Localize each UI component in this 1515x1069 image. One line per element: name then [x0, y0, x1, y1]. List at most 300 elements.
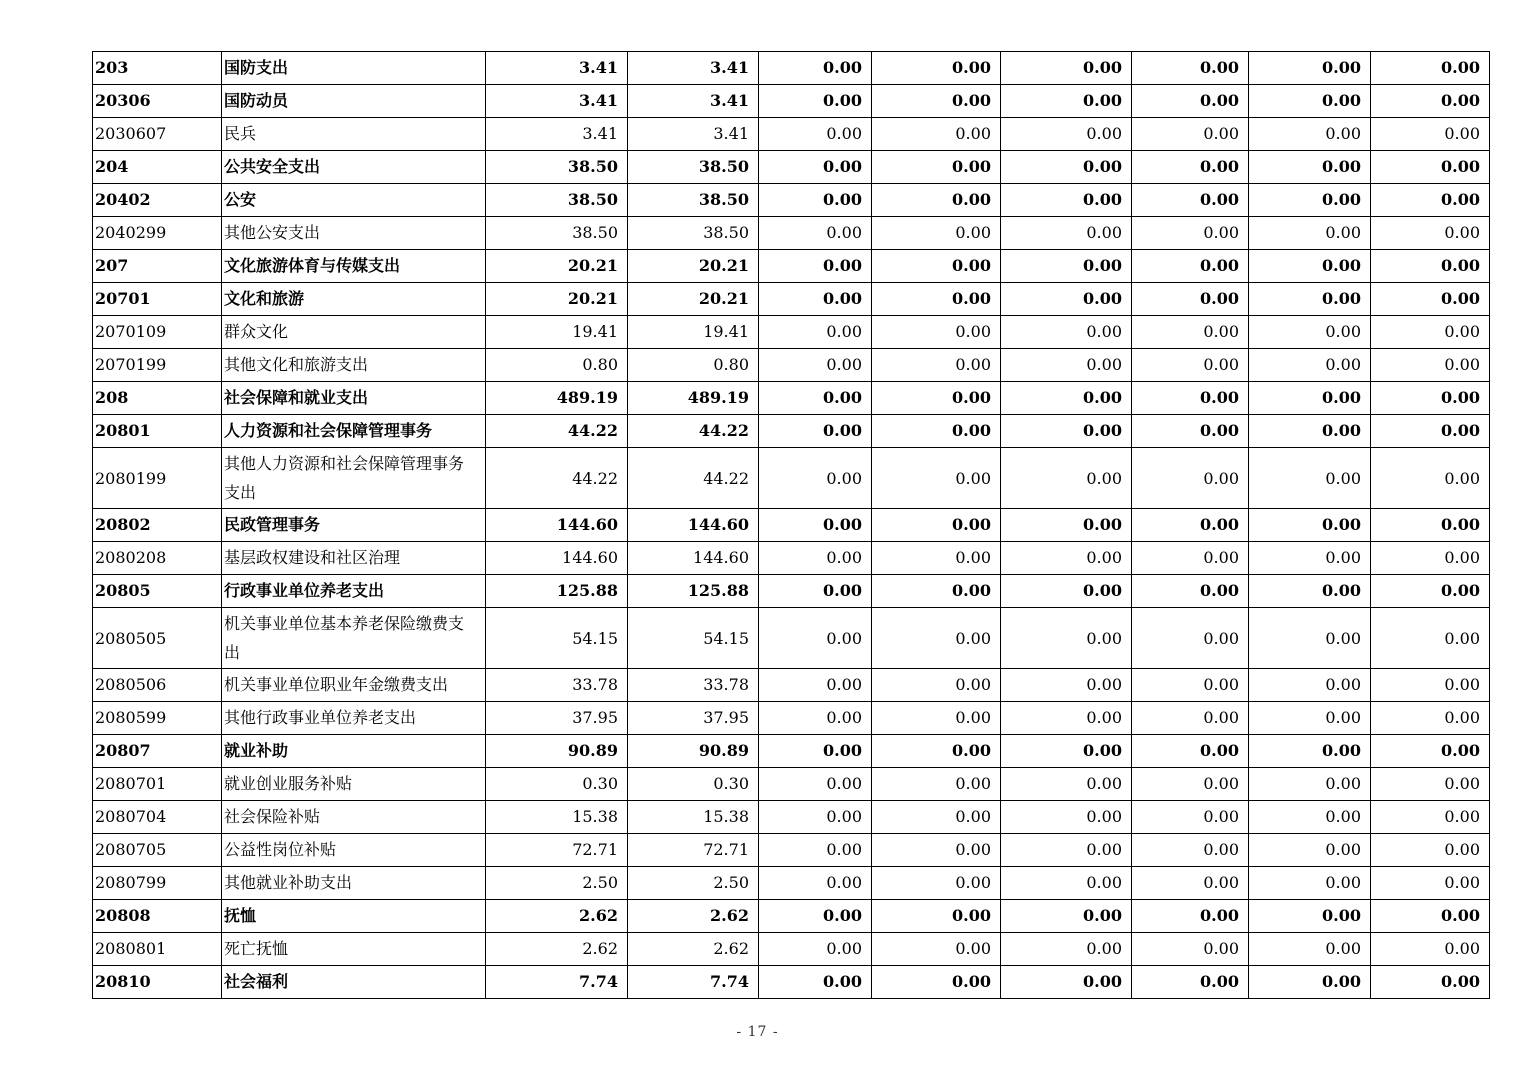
amount-cell: 0.00 — [872, 52, 1001, 85]
subject-name-cell: 民兵 — [222, 118, 486, 151]
amount-cell: 0.00 — [1249, 382, 1371, 415]
subject-code-cell: 20801 — [93, 415, 222, 448]
amount-cell: 2.62 — [486, 900, 628, 933]
amount-cell: 0.00 — [759, 283, 872, 316]
amount-cell: 0.00 — [872, 448, 1001, 509]
subject-code-cell: 207 — [93, 250, 222, 283]
amount-cell: 0.00 — [1132, 669, 1249, 702]
subject-name-cell: 民政管理事务 — [222, 509, 486, 542]
amount-cell: 489.19 — [628, 382, 759, 415]
amount-cell: 0.00 — [1132, 867, 1249, 900]
amount-cell: 0.00 — [1371, 702, 1490, 735]
amount-cell: 0.00 — [872, 283, 1001, 316]
subject-code-cell: 208 — [93, 382, 222, 415]
amount-cell: 0.00 — [872, 415, 1001, 448]
table-row — [93, 575, 1490, 608]
amount-cell: 0.00 — [1371, 217, 1490, 250]
amount-cell: 0.00 — [1132, 900, 1249, 933]
amount-cell: 20.21 — [486, 283, 628, 316]
table-row — [93, 735, 1490, 768]
amount-cell: 0.00 — [1132, 509, 1249, 542]
amount-cell: 0.00 — [1371, 151, 1490, 184]
amount-cell: 37.95 — [628, 702, 759, 735]
amount-cell: 0.00 — [1132, 382, 1249, 415]
amount-cell: 0.00 — [1371, 250, 1490, 283]
subject-code-cell: 2070199 — [93, 349, 222, 382]
subject-name-cell: 其他行政事业单位养老支出 — [222, 702, 486, 735]
amount-cell: 0.00 — [872, 966, 1001, 999]
page-number: - 17 - — [736, 1024, 779, 1040]
table-row — [93, 217, 1490, 250]
amount-cell: 54.15 — [628, 608, 759, 669]
amount-cell: 90.89 — [628, 735, 759, 768]
amount-cell: 0.00 — [759, 118, 872, 151]
subject-name-cell: 其他人力资源和社会保障管理事务支出 — [222, 448, 486, 509]
amount-cell: 0.00 — [759, 933, 872, 966]
table-row — [93, 448, 1490, 509]
table-row — [93, 382, 1490, 415]
amount-cell: 37.95 — [486, 702, 628, 735]
subject-code-cell: 20802 — [93, 509, 222, 542]
amount-cell: 0.00 — [1132, 542, 1249, 575]
amount-cell: 0.00 — [1132, 834, 1249, 867]
amount-cell: 0.00 — [1249, 768, 1371, 801]
amount-cell: 0.00 — [1132, 151, 1249, 184]
subject-code-cell: 20807 — [93, 735, 222, 768]
amount-cell: 0.00 — [872, 349, 1001, 382]
amount-cell: 33.78 — [486, 669, 628, 702]
amount-cell: 0.00 — [1001, 768, 1132, 801]
amount-cell: 0.00 — [872, 118, 1001, 151]
amount-cell: 0.00 — [1132, 415, 1249, 448]
amount-cell: 0.00 — [1249, 415, 1371, 448]
amount-cell: 0.00 — [1371, 900, 1490, 933]
amount-cell: 0.00 — [1001, 151, 1132, 184]
table-row — [93, 801, 1490, 834]
amount-cell: 38.50 — [486, 217, 628, 250]
amount-cell: 0.00 — [1249, 184, 1371, 217]
amount-cell: 0.00 — [1371, 509, 1490, 542]
subject-name-cell: 其他就业补助支出 — [222, 867, 486, 900]
table-row — [93, 250, 1490, 283]
amount-cell: 0.00 — [1249, 702, 1371, 735]
amount-cell: 2.50 — [628, 867, 759, 900]
table-row — [93, 966, 1490, 999]
amount-cell: 0.00 — [1249, 933, 1371, 966]
amount-cell: 0.00 — [1001, 669, 1132, 702]
amount-cell: 0.00 — [1001, 900, 1132, 933]
amount-cell: 0.00 — [1132, 283, 1249, 316]
amount-cell: 0.00 — [1249, 448, 1371, 509]
amount-cell: 38.50 — [486, 184, 628, 217]
amount-cell: 0.00 — [1249, 575, 1371, 608]
amount-cell: 144.60 — [486, 542, 628, 575]
amount-cell: 0.00 — [1001, 85, 1132, 118]
amount-cell: 0.00 — [759, 702, 872, 735]
amount-cell: 0.00 — [1371, 184, 1490, 217]
amount-cell: 0.00 — [1132, 768, 1249, 801]
subject-name-cell: 机关事业单位职业年金缴费支出 — [222, 669, 486, 702]
amount-cell: 0.00 — [1001, 608, 1132, 669]
amount-cell: 0.00 — [1371, 801, 1490, 834]
amount-cell: 0.00 — [1249, 834, 1371, 867]
amount-cell: 0.00 — [1371, 316, 1490, 349]
amount-cell: 0.00 — [1249, 801, 1371, 834]
amount-cell: 0.00 — [1132, 52, 1249, 85]
amount-cell: 0.00 — [1249, 316, 1371, 349]
subject-code-cell: 20306 — [93, 85, 222, 118]
amount-cell: 0.00 — [1132, 85, 1249, 118]
subject-code-cell: 20810 — [93, 966, 222, 999]
subject-name-cell: 死亡抚恤 — [222, 933, 486, 966]
subject-name-cell: 社会保障和就业支出 — [222, 382, 486, 415]
amount-cell: 0.00 — [1001, 867, 1132, 900]
amount-cell: 0.00 — [759, 217, 872, 250]
amount-cell: 0.80 — [628, 349, 759, 382]
amount-cell: 0.00 — [759, 542, 872, 575]
amount-cell: 0.00 — [1249, 349, 1371, 382]
amount-cell: 0.00 — [1132, 448, 1249, 509]
amount-cell: 0.00 — [872, 801, 1001, 834]
amount-cell: 144.60 — [628, 542, 759, 575]
table-row — [93, 933, 1490, 966]
table-row — [93, 85, 1490, 118]
subject-code-cell: 2080799 — [93, 867, 222, 900]
amount-cell: 0.00 — [1132, 316, 1249, 349]
table-row — [93, 118, 1490, 151]
amount-cell: 0.00 — [1001, 283, 1132, 316]
amount-cell: 0.00 — [1371, 349, 1490, 382]
amount-cell: 0.00 — [872, 184, 1001, 217]
amount-cell: 38.50 — [486, 151, 628, 184]
amount-cell: 0.00 — [1132, 217, 1249, 250]
amount-cell: 0.00 — [872, 608, 1001, 669]
subject-name-cell: 社会福利 — [222, 966, 486, 999]
amount-cell: 0.00 — [1249, 900, 1371, 933]
amount-cell: 0.00 — [759, 52, 872, 85]
amount-cell: 0.00 — [759, 669, 872, 702]
amount-cell: 0.00 — [759, 575, 872, 608]
amount-cell: 44.22 — [486, 415, 628, 448]
subject-name-cell: 公益性岗位补贴 — [222, 834, 486, 867]
amount-cell: 0.00 — [1001, 382, 1132, 415]
amount-cell: 0.00 — [1001, 542, 1132, 575]
amount-cell: 72.71 — [486, 834, 628, 867]
amount-cell: 0.00 — [759, 151, 872, 184]
amount-cell: 0.00 — [1001, 349, 1132, 382]
amount-cell: 0.00 — [1249, 118, 1371, 151]
subject-name-cell: 社会保险补贴 — [222, 801, 486, 834]
amount-cell: 0.00 — [872, 900, 1001, 933]
amount-cell: 0.00 — [1371, 768, 1490, 801]
amount-cell: 3.41 — [486, 118, 628, 151]
amount-cell: 0.30 — [486, 768, 628, 801]
table-body — [93, 52, 1490, 999]
table-row — [93, 52, 1490, 85]
amount-cell: 0.00 — [1371, 542, 1490, 575]
amount-cell: 0.00 — [872, 834, 1001, 867]
amount-cell: 0.00 — [1249, 867, 1371, 900]
amount-cell: 72.71 — [628, 834, 759, 867]
amount-cell: 3.41 — [486, 52, 628, 85]
amount-cell: 0.00 — [759, 415, 872, 448]
amount-cell: 0.00 — [1249, 542, 1371, 575]
amount-cell: 0.00 — [1371, 85, 1490, 118]
amount-cell: 0.00 — [872, 542, 1001, 575]
amount-cell: 0.00 — [1001, 316, 1132, 349]
amount-cell: 0.00 — [759, 768, 872, 801]
amount-cell: 38.50 — [628, 151, 759, 184]
subject-name-cell: 国防动员 — [222, 85, 486, 118]
amount-cell: 0.00 — [1132, 250, 1249, 283]
amount-cell: 44.22 — [486, 448, 628, 509]
amount-cell: 0.00 — [1371, 415, 1490, 448]
amount-cell: 0.00 — [759, 85, 872, 118]
subject-name-cell: 其他公安支出 — [222, 217, 486, 250]
amount-cell: 0.00 — [1371, 382, 1490, 415]
amount-cell: 44.22 — [628, 415, 759, 448]
subject-code-cell: 2080505 — [93, 608, 222, 669]
amount-cell: 0.00 — [1132, 801, 1249, 834]
amount-cell: 33.78 — [628, 669, 759, 702]
amount-cell: 0.00 — [1371, 933, 1490, 966]
amount-cell: 0.00 — [1249, 669, 1371, 702]
subject-code-cell: 20402 — [93, 184, 222, 217]
amount-cell: 0.00 — [1249, 151, 1371, 184]
amount-cell: 0.00 — [872, 85, 1001, 118]
amount-cell: 0.00 — [1001, 575, 1132, 608]
amount-cell: 20.21 — [486, 250, 628, 283]
amount-cell: 0.00 — [1132, 349, 1249, 382]
amount-cell: 0.80 — [486, 349, 628, 382]
amount-cell: 489.19 — [486, 382, 628, 415]
subject-code-cell: 2080208 — [93, 542, 222, 575]
amount-cell: 0.00 — [1132, 575, 1249, 608]
amount-cell: 0.00 — [1371, 735, 1490, 768]
amount-cell: 0.00 — [1001, 834, 1132, 867]
amount-cell: 144.60 — [628, 509, 759, 542]
amount-cell: 0.00 — [1249, 735, 1371, 768]
amount-cell: 0.00 — [1132, 735, 1249, 768]
amount-cell: 0.00 — [1132, 933, 1249, 966]
amount-cell: 0.00 — [872, 316, 1001, 349]
amount-cell: 2.62 — [628, 933, 759, 966]
amount-cell: 0.00 — [1371, 966, 1490, 999]
budget-table — [92, 51, 1490, 999]
table-row — [93, 415, 1490, 448]
amount-cell: 0.00 — [1249, 85, 1371, 118]
amount-cell: 0.00 — [759, 184, 872, 217]
amount-cell: 0.00 — [1132, 966, 1249, 999]
subject-code-cell: 2080704 — [93, 801, 222, 834]
subject-code-cell: 20701 — [93, 283, 222, 316]
amount-cell: 0.00 — [1001, 52, 1132, 85]
subject-code-cell: 2080599 — [93, 702, 222, 735]
subject-code-cell: 203 — [93, 52, 222, 85]
subject-name-cell: 就业补助 — [222, 735, 486, 768]
amount-cell: 0.00 — [1001, 966, 1132, 999]
amount-cell: 0.00 — [1249, 608, 1371, 669]
amount-cell: 0.00 — [1001, 702, 1132, 735]
amount-cell: 38.50 — [628, 217, 759, 250]
amount-cell: 0.00 — [1371, 52, 1490, 85]
table-row — [93, 834, 1490, 867]
amount-cell: 0.00 — [1249, 966, 1371, 999]
subject-code-cell: 2080506 — [93, 669, 222, 702]
table-row — [93, 608, 1490, 669]
amount-cell: 0.00 — [872, 933, 1001, 966]
subject-name-cell: 就业创业服务补贴 — [222, 768, 486, 801]
amount-cell: 0.00 — [759, 349, 872, 382]
amount-cell: 0.00 — [1132, 118, 1249, 151]
amount-cell: 0.00 — [759, 801, 872, 834]
amount-cell: 0.00 — [872, 867, 1001, 900]
amount-cell: 0.00 — [872, 702, 1001, 735]
subject-name-cell: 其他文化和旅游支出 — [222, 349, 486, 382]
amount-cell: 2.62 — [628, 900, 759, 933]
amount-cell: 0.00 — [872, 509, 1001, 542]
amount-cell: 0.00 — [1371, 283, 1490, 316]
amount-cell: 2.62 — [486, 933, 628, 966]
amount-cell: 0.00 — [1132, 184, 1249, 217]
subject-code-cell: 204 — [93, 151, 222, 184]
table-row — [93, 349, 1490, 382]
amount-cell: 0.00 — [1132, 608, 1249, 669]
subject-code-cell: 20805 — [93, 575, 222, 608]
amount-cell: 0.30 — [628, 768, 759, 801]
amount-cell: 0.00 — [1001, 801, 1132, 834]
subject-name-cell: 群众文化 — [222, 316, 486, 349]
amount-cell: 0.00 — [872, 768, 1001, 801]
amount-cell: 0.00 — [1001, 250, 1132, 283]
amount-cell: 7.74 — [628, 966, 759, 999]
subject-name-cell: 国防支出 — [222, 52, 486, 85]
amount-cell: 0.00 — [759, 250, 872, 283]
subject-name-cell: 抚恤 — [222, 900, 486, 933]
amount-cell: 0.00 — [1249, 509, 1371, 542]
amount-cell: 0.00 — [759, 867, 872, 900]
table-row — [93, 316, 1490, 349]
amount-cell: 0.00 — [759, 608, 872, 669]
amount-cell: 0.00 — [872, 575, 1001, 608]
amount-cell: 0.00 — [1249, 283, 1371, 316]
subject-code-cell: 2080199 — [93, 448, 222, 509]
amount-cell: 0.00 — [759, 316, 872, 349]
amount-cell: 0.00 — [1001, 184, 1132, 217]
amount-cell: 0.00 — [1371, 118, 1490, 151]
amount-cell: 2.50 — [486, 867, 628, 900]
table-row — [93, 542, 1490, 575]
amount-cell: 0.00 — [1132, 702, 1249, 735]
amount-cell: 15.38 — [486, 801, 628, 834]
table-row — [93, 509, 1490, 542]
amount-cell: 90.89 — [486, 735, 628, 768]
subject-name-cell: 基层政权建设和社区治理 — [222, 542, 486, 575]
amount-cell: 125.88 — [628, 575, 759, 608]
amount-cell: 0.00 — [1371, 448, 1490, 509]
subject-name-cell: 文化旅游体育与传媒支出 — [222, 250, 486, 283]
amount-cell: 0.00 — [1249, 250, 1371, 283]
amount-cell: 0.00 — [872, 217, 1001, 250]
subject-code-cell: 2080701 — [93, 768, 222, 801]
amount-cell: 0.00 — [1249, 217, 1371, 250]
amount-cell: 3.41 — [628, 85, 759, 118]
table-row — [93, 867, 1490, 900]
subject-name-cell: 公安 — [222, 184, 486, 217]
amount-cell: 19.41 — [486, 316, 628, 349]
amount-cell: 7.74 — [486, 966, 628, 999]
amount-cell: 0.00 — [1001, 735, 1132, 768]
table-row — [93, 184, 1490, 217]
amount-cell: 144.60 — [486, 509, 628, 542]
amount-cell: 0.00 — [1371, 669, 1490, 702]
amount-cell: 20.21 — [628, 250, 759, 283]
subject-name-cell: 公共安全支出 — [222, 151, 486, 184]
amount-cell: 3.41 — [628, 52, 759, 85]
amount-cell: 0.00 — [1371, 867, 1490, 900]
amount-cell: 0.00 — [759, 966, 872, 999]
table-row — [93, 702, 1490, 735]
amount-cell: 0.00 — [759, 834, 872, 867]
amount-cell: 38.50 — [628, 184, 759, 217]
amount-cell: 0.00 — [1001, 933, 1132, 966]
amount-cell: 20.21 — [628, 283, 759, 316]
amount-cell: 0.00 — [872, 382, 1001, 415]
table-row — [93, 151, 1490, 184]
amount-cell: 0.00 — [872, 151, 1001, 184]
amount-cell: 15.38 — [628, 801, 759, 834]
amount-cell: 0.00 — [1249, 52, 1371, 85]
amount-cell: 0.00 — [1001, 448, 1132, 509]
amount-cell: 125.88 — [486, 575, 628, 608]
subject-name-cell: 文化和旅游 — [222, 283, 486, 316]
table-row — [93, 768, 1490, 801]
amount-cell: 3.41 — [486, 85, 628, 118]
amount-cell: 0.00 — [759, 735, 872, 768]
table-row — [93, 283, 1490, 316]
amount-cell: 0.00 — [1001, 217, 1132, 250]
amount-cell: 0.00 — [759, 509, 872, 542]
amount-cell: 0.00 — [1001, 509, 1132, 542]
amount-cell: 3.41 — [628, 118, 759, 151]
table-row — [93, 900, 1490, 933]
amount-cell: 0.00 — [759, 382, 872, 415]
subject-code-cell: 2080705 — [93, 834, 222, 867]
table-row — [93, 669, 1490, 702]
subject-name-cell: 人力资源和社会保障管理事务 — [222, 415, 486, 448]
subject-name-cell: 机关事业单位基本养老保险缴费支出 — [222, 608, 486, 669]
amount-cell: 0.00 — [759, 900, 872, 933]
amount-cell: 0.00 — [1371, 575, 1490, 608]
amount-cell: 0.00 — [1001, 415, 1132, 448]
subject-code-cell: 20808 — [93, 900, 222, 933]
amount-cell: 0.00 — [872, 735, 1001, 768]
amount-cell: 0.00 — [1001, 118, 1132, 151]
amount-cell: 19.41 — [628, 316, 759, 349]
subject-name-cell: 行政事业单位养老支出 — [222, 575, 486, 608]
subject-code-cell: 2030607 — [93, 118, 222, 151]
amount-cell: 0.00 — [872, 250, 1001, 283]
subject-code-cell: 2070109 — [93, 316, 222, 349]
amount-cell: 0.00 — [872, 669, 1001, 702]
amount-cell: 54.15 — [486, 608, 628, 669]
amount-cell: 44.22 — [628, 448, 759, 509]
subject-code-cell: 2040299 — [93, 217, 222, 250]
amount-cell: 0.00 — [759, 448, 872, 509]
amount-cell: 0.00 — [1371, 834, 1490, 867]
amount-cell: 0.00 — [1371, 608, 1490, 669]
subject-code-cell: 2080801 — [93, 933, 222, 966]
